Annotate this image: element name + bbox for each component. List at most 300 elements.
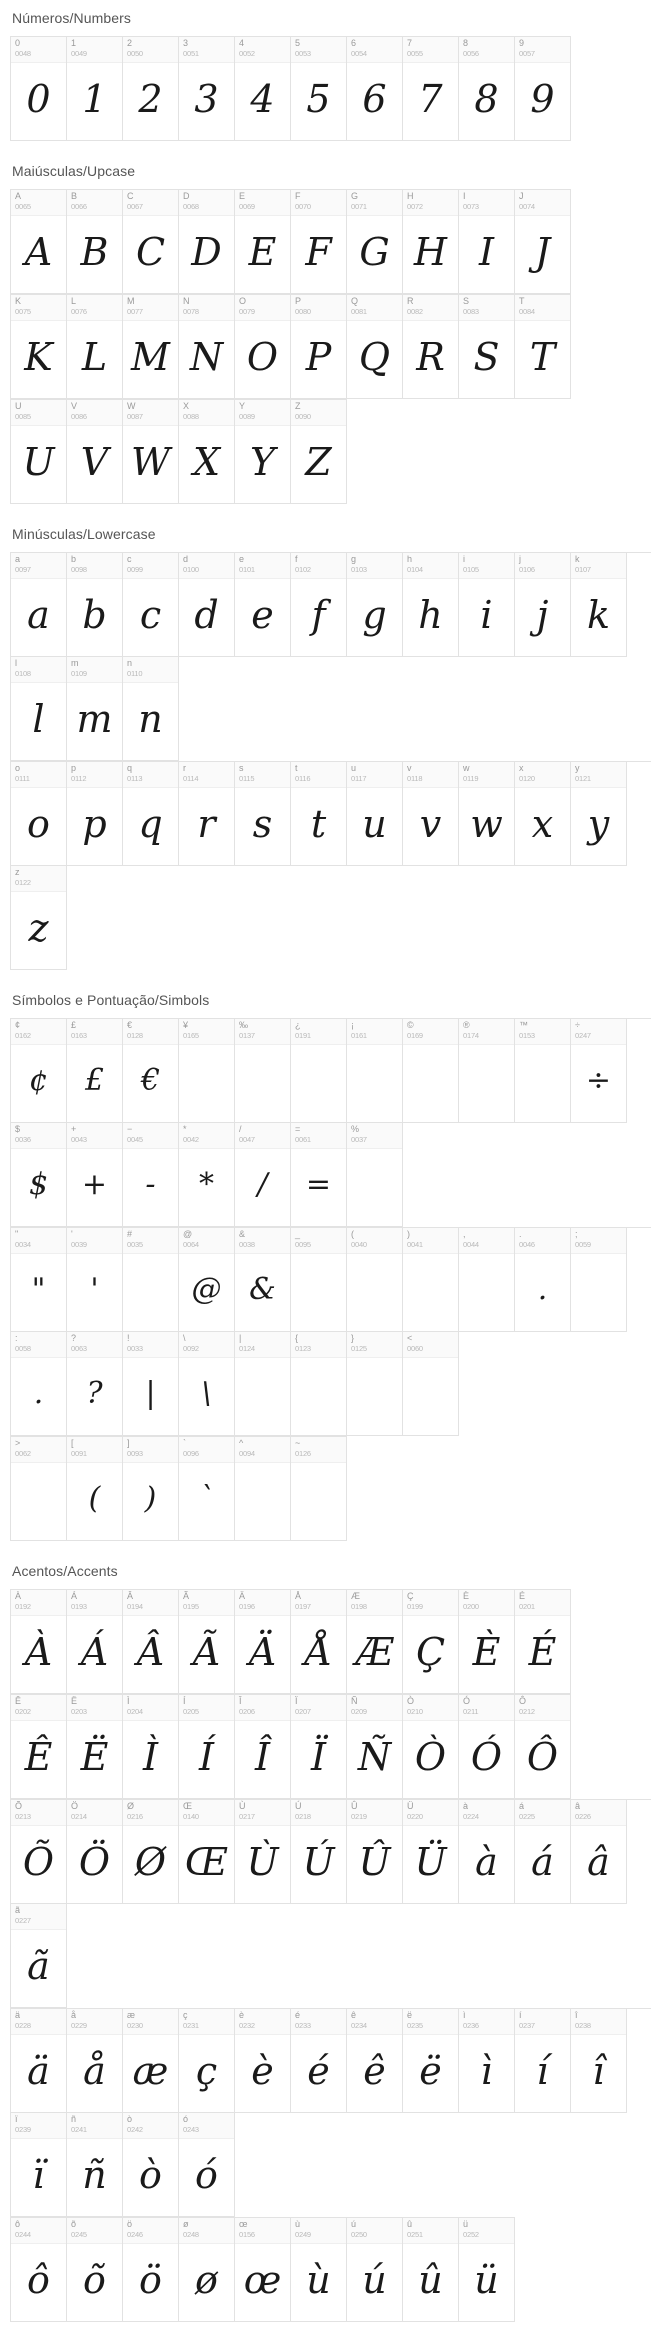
glyph-code-label: 0087: [127, 412, 143, 421]
glyph-cell[interactable]: [347, 1332, 403, 1436]
glyph-cell[interactable]: [571, 1228, 627, 1332]
glyph-preview: Å: [304, 1630, 333, 1674]
glyph-cell[interactable]: [235, 1228, 291, 1332]
glyph-cell[interactable]: [403, 1800, 459, 1904]
glyph-preview: B: [80, 230, 109, 274]
glyph-header: [123, 1019, 178, 1045]
glyph-header: [11, 1695, 66, 1721]
glyph-character-label: `: [183, 1438, 186, 1448]
glyph-preview: [403, 1358, 458, 1436]
glyph-cell[interactable]: [291, 553, 347, 657]
glyph-cell[interactable]: [123, 2218, 179, 2322]
glyph-header: [235, 553, 290, 579]
glyph-cell[interactable]: [179, 553, 235, 657]
glyph-cell[interactable]: [459, 2009, 515, 2113]
glyph-row: [10, 2008, 651, 2217]
glyph-character-label: <: [407, 1333, 413, 1343]
glyph-character-label: d: [183, 554, 189, 564]
glyph-code-label: 0096: [183, 1449, 199, 1458]
glyph-cell[interactable]: [67, 37, 123, 141]
glyph-code-label: 0047: [239, 1135, 255, 1144]
glyph-character-label: ": [15, 1229, 19, 1239]
glyph-cell[interactable]: [515, 2009, 571, 2113]
section-title: Números/Numbers: [12, 10, 131, 26]
glyph-cell[interactable]: [515, 190, 571, 294]
glyph-cell[interactable]: [347, 1800, 403, 1904]
glyph-code-label: 0110: [127, 669, 143, 678]
glyph-header: [11, 762, 66, 788]
glyph-header: [347, 1228, 402, 1254]
glyph-header: [67, 2218, 122, 2244]
glyph-cell[interactable]: [347, 2009, 403, 2113]
glyph-cell[interactable]: [347, 37, 403, 141]
glyph-cell[interactable]: [515, 295, 571, 399]
glyph-code-label: 0206: [239, 1707, 255, 1716]
glyph-header: [459, 2009, 514, 2035]
glyph-cell[interactable]: [291, 2009, 347, 2113]
glyph-header: [291, 2218, 346, 2244]
glyph-cell[interactable]: [67, 1123, 123, 1227]
glyph-cell[interactable]: [67, 762, 123, 866]
glyph-cell[interactable]: [291, 1437, 347, 1541]
glyph-cell[interactable]: [235, 1800, 291, 1904]
glyph-preview: õ: [83, 2258, 106, 2302]
glyph-preview: v: [419, 802, 442, 846]
glyph-cell[interactable]: [67, 1800, 123, 1904]
glyph-header: [67, 1228, 122, 1254]
glyph-code-label: 0220: [407, 1812, 423, 1821]
glyph-cell[interactable]: [571, 553, 627, 657]
glyph-cell[interactable]: [123, 190, 179, 294]
glyph-character-label: à: [463, 1801, 469, 1811]
glyph-cell[interactable]: [291, 1228, 347, 1332]
glyph-cell[interactable]: [67, 190, 123, 294]
glyph-cell[interactable]: [11, 400, 67, 504]
glyph-code-label: 0063: [71, 1344, 87, 1353]
glyph-preview: é: [307, 2049, 330, 2093]
glyph-code-label: 0039: [71, 1240, 87, 1249]
glyph-cell[interactable]: [515, 1695, 571, 1799]
glyph-cell[interactable]: [459, 1800, 515, 1904]
glyph-header: [235, 2009, 290, 2035]
glyph-character-label: :: [15, 1333, 18, 1343]
glyph-cell[interactable]: [11, 2113, 67, 2217]
glyph-character-label: (: [351, 1229, 354, 1239]
glyph-cell[interactable]: [235, 37, 291, 141]
glyph-cell[interactable]: [123, 1695, 179, 1799]
glyph-cell[interactable]: [179, 295, 235, 399]
glyph-cell[interactable]: [291, 2218, 347, 2322]
glyph-cell[interactable]: [11, 1437, 67, 1541]
glyph-cell[interactable]: [123, 2009, 179, 2113]
glyph-cell[interactable]: [347, 1590, 403, 1694]
glyph-cell[interactable]: [235, 1590, 291, 1694]
glyph-header: [235, 37, 290, 63]
glyph-cell[interactable]: [179, 1590, 235, 1694]
glyph-cell[interactable]: [11, 1228, 67, 1332]
glyph-cell[interactable]: [403, 1228, 459, 1332]
glyph-cell[interactable]: [11, 190, 67, 294]
glyph-header: [291, 2009, 346, 2035]
glyph-cell[interactable]: [67, 1019, 123, 1123]
glyph-cell[interactable]: [571, 762, 627, 866]
glyph-code-label: 0037: [351, 1135, 367, 1144]
glyph-cell[interactable]: [11, 657, 67, 761]
glyph-code-label: 0089: [239, 412, 255, 421]
glyph-character-label: î: [575, 2010, 578, 2020]
glyph-character-label: j: [519, 554, 521, 564]
glyph-cell[interactable]: [179, 37, 235, 141]
glyph-cell[interactable]: [123, 1332, 179, 1436]
glyph-cell[interactable]: [123, 657, 179, 761]
glyph-cell[interactable]: [459, 190, 515, 294]
glyph-cell[interactable]: [459, 295, 515, 399]
glyph-character-label: [: [71, 1438, 74, 1448]
glyph-code-label: 0165: [183, 1031, 199, 1040]
glyph-cell[interactable]: [515, 1590, 571, 1694]
glyph-preview: ä: [27, 2049, 50, 2093]
glyph-cell[interactable]: [347, 2218, 403, 2322]
glyph-cell[interactable]: [403, 1019, 459, 1123]
glyph-code-label: 0082: [407, 307, 423, 316]
glyph-cell[interactable]: [571, 2009, 627, 2113]
glyph-preview: 7: [418, 77, 443, 121]
glyph-cell[interactable]: [291, 1695, 347, 1799]
glyph-cell[interactable]: [403, 762, 459, 866]
glyph-cell[interactable]: [67, 657, 123, 761]
glyph-character-label: Ç: [407, 1591, 414, 1601]
glyph-cell[interactable]: [67, 2218, 123, 2322]
glyph-cell[interactable]: [11, 762, 67, 866]
glyph-header: [123, 1123, 178, 1149]
glyph-cell[interactable]: [403, 553, 459, 657]
glyph-character-label: 4: [239, 38, 245, 48]
glyph-cell[interactable]: [459, 1019, 515, 1123]
glyph-cell[interactable]: [291, 190, 347, 294]
glyph-header: [11, 190, 66, 216]
glyph-cell[interactable]: [123, 1123, 179, 1227]
glyph-header: [11, 2009, 66, 2035]
glyph-code-label: 0088: [183, 412, 199, 421]
glyph-code-label: 0086: [71, 412, 87, 421]
glyph-cell[interactable]: [67, 2009, 123, 2113]
glyph-cell[interactable]: [459, 1228, 515, 1332]
glyph-cell[interactable]: [179, 1437, 235, 1541]
glyph-cell[interactable]: [235, 2218, 291, 2322]
glyph-header: [515, 295, 570, 321]
glyph-code-label: 0248: [183, 2230, 199, 2239]
glyph-preview: Ã: [192, 1630, 221, 1674]
glyph-code-label: 0123: [295, 1344, 311, 1353]
glyph-header: [291, 1800, 346, 1826]
glyph-code-label: 0125: [351, 1344, 367, 1353]
glyph-cell[interactable]: [235, 1437, 291, 1541]
glyph-cell[interactable]: [403, 1695, 459, 1799]
glyph-cell[interactable]: [291, 762, 347, 866]
glyph-cell[interactable]: [11, 553, 67, 657]
glyph-header: [235, 295, 290, 321]
glyph-cell[interactable]: [11, 1332, 67, 1436]
glyph-cell[interactable]: [235, 1019, 291, 1123]
glyph-cell[interactable]: [67, 553, 123, 657]
glyph-cell[interactable]: [179, 190, 235, 294]
glyph-header: [291, 1590, 346, 1616]
glyph-code-label: 0237: [519, 2021, 535, 2030]
glyph-cell[interactable]: [515, 1019, 571, 1123]
glyph-preview: 8: [474, 77, 499, 121]
glyph-cell[interactable]: [11, 1019, 67, 1123]
glyph-character-label: Ä: [239, 1591, 246, 1601]
glyph-code-label: 0207: [295, 1707, 311, 1716]
glyph-cell[interactable]: [459, 762, 515, 866]
glyph-code-label: 0095: [295, 1240, 311, 1249]
glyph-preview: C: [135, 230, 166, 274]
glyph-preview: [571, 1254, 626, 1332]
glyph-character-label: ë: [407, 2010, 413, 2020]
glyph-cell[interactable]: [123, 400, 179, 504]
glyph-header: [515, 553, 570, 579]
glyph-preview: i: [480, 593, 493, 637]
glyph-header: [235, 400, 290, 426]
glyph-preview: Î: [254, 1735, 270, 1779]
glyph-cell[interactable]: [67, 2113, 123, 2217]
glyph-cell[interactable]: [123, 1019, 179, 1123]
glyph-cell[interactable]: [179, 2009, 235, 2113]
glyph-cell[interactable]: [123, 1437, 179, 1541]
glyph-cell[interactable]: [179, 1019, 235, 1123]
glyph-cell[interactable]: [67, 295, 123, 399]
glyph-cell[interactable]: [235, 1332, 291, 1436]
glyph-code-label: 0070: [295, 202, 311, 211]
glyph-character-label: r: [183, 763, 186, 773]
glyph-cell[interactable]: [459, 553, 515, 657]
glyph-preview: y: [587, 802, 610, 846]
glyph-header: [235, 1695, 290, 1721]
glyph-cell[interactable]: [291, 1123, 347, 1227]
glyph-header: [179, 295, 234, 321]
glyph-preview: ç: [195, 2049, 218, 2093]
glyph-code-label: 0114: [183, 774, 199, 783]
glyph-cell[interactable]: [179, 1800, 235, 1904]
glyph-cell[interactable]: [235, 1695, 291, 1799]
glyph-cell[interactable]: [403, 190, 459, 294]
glyph-cell[interactable]: [11, 2218, 67, 2322]
glyph-cell[interactable]: [179, 1332, 235, 1436]
glyph-cell[interactable]: [11, 1904, 67, 2008]
glyph-header: [403, 2009, 458, 2035]
glyph-code-label: 0075: [15, 307, 31, 316]
glyph-header: [291, 190, 346, 216]
glyph-header: [179, 1019, 234, 1045]
glyph-character-label: #: [127, 1229, 133, 1239]
glyph-cell[interactable]: [291, 37, 347, 141]
glyph-cell[interactable]: [179, 762, 235, 866]
glyph-character-label: ö: [127, 2219, 133, 2229]
glyph-cell[interactable]: [403, 2218, 459, 2322]
glyph-header: [291, 1123, 346, 1149]
glyph-character-label: Q: [351, 296, 359, 306]
glyph-cell[interactable]: [235, 2009, 291, 2113]
glyph-preview: @: [191, 1272, 222, 1307]
glyph-cell[interactable]: [179, 1228, 235, 1332]
glyph-character-label: i: [463, 554, 465, 564]
glyph-header: [123, 2113, 178, 2139]
glyph-code-label: 0126: [295, 1449, 311, 1458]
glyph-header: [123, 762, 178, 788]
glyph-character-label: G: [351, 191, 359, 201]
glyph-cell[interactable]: [123, 37, 179, 141]
glyph-cell[interactable]: [235, 400, 291, 504]
glyph-cell[interactable]: [179, 2218, 235, 2322]
glyph-cell[interactable]: [67, 1437, 123, 1541]
glyph-cell[interactable]: [11, 2009, 67, 2113]
glyph-code-label: 0217: [239, 1812, 255, 1821]
glyph-header: [11, 2218, 66, 2244]
glyph-header: [347, 295, 402, 321]
glyph-cell[interactable]: [571, 1019, 627, 1123]
glyph-code-label: 0034: [15, 1240, 31, 1249]
glyph-cell[interactable]: [403, 295, 459, 399]
glyph-cell[interactable]: [347, 295, 403, 399]
glyph-cell[interactable]: [459, 1695, 515, 1799]
glyph-cell[interactable]: [123, 762, 179, 866]
glyph-cell[interactable]: [291, 1019, 347, 1123]
glyph-cell[interactable]: [123, 1800, 179, 1904]
glyph-cell[interactable]: [571, 1800, 627, 1904]
glyph-cell[interactable]: [459, 37, 515, 141]
glyph-cell[interactable]: [11, 1123, 67, 1227]
glyph-preview: V: [80, 440, 109, 484]
glyph-cell[interactable]: [11, 37, 67, 141]
glyph-cell[interactable]: [347, 1123, 403, 1227]
glyph-header: [403, 1228, 458, 1254]
glyph-cell[interactable]: [179, 400, 235, 504]
glyph-code-label: 0105: [463, 565, 479, 574]
glyph-character-label: >: [15, 1438, 21, 1448]
glyph-cell[interactable]: [67, 400, 123, 504]
glyph-preview: [459, 1045, 514, 1123]
glyph-code-label: 0083: [463, 307, 479, 316]
glyph-header: [11, 1437, 66, 1463]
glyph-code-label: 0040: [351, 1240, 367, 1249]
glyph-code-label: 0191: [295, 1031, 311, 1040]
glyph-cell[interactable]: [291, 400, 347, 504]
glyph-cell[interactable]: [291, 1800, 347, 1904]
glyph-cell[interactable]: [459, 2218, 515, 2322]
glyph-cell[interactable]: [291, 1590, 347, 1694]
glyph-cell[interactable]: [179, 1123, 235, 1227]
glyph-character-label: ¡: [351, 1020, 354, 1030]
glyph-header: [403, 2218, 458, 2244]
glyph-character-label: S: [463, 296, 470, 306]
glyph-code-label: 0036: [15, 1135, 31, 1144]
glyph-cell[interactable]: [347, 553, 403, 657]
glyph-header: [11, 1800, 66, 1826]
glyph-cell[interactable]: [11, 1590, 67, 1694]
glyph-cell[interactable]: [123, 553, 179, 657]
glyph-header: [123, 295, 178, 321]
glyph-cell[interactable]: [11, 1695, 67, 1799]
glyph-cell[interactable]: [67, 1590, 123, 1694]
glyph-cell[interactable]: [67, 1332, 123, 1436]
glyph-code-label: 0205: [183, 1707, 199, 1716]
glyph-cell[interactable]: [123, 1228, 179, 1332]
glyph-cell[interactable]: [67, 1695, 123, 1799]
glyph-row: [10, 1436, 347, 1541]
glyph-character-label: =: [295, 1124, 301, 1134]
glyph-header: [235, 1332, 290, 1358]
glyph-code-label: 0117: [351, 774, 367, 783]
glyph-preview: ó: [195, 2153, 218, 2197]
glyph-preview: £: [84, 1063, 105, 1098]
glyph-row: [10, 399, 347, 504]
glyph-cell[interactable]: [11, 866, 67, 970]
glyph-character-label: 1: [71, 38, 77, 48]
glyph-code-label: 0250: [351, 2230, 367, 2239]
glyph-cell[interactable]: [347, 762, 403, 866]
glyph-cell[interactable]: [403, 1332, 459, 1436]
glyph-preview: [403, 1254, 458, 1332]
glyph-preview: .: [537, 1272, 548, 1307]
glyph-cell[interactable]: [347, 190, 403, 294]
glyph-cell[interactable]: [291, 1332, 347, 1436]
glyph-cell[interactable]: [235, 762, 291, 866]
glyph-cell[interactable]: [179, 1695, 235, 1799]
glyph-cell[interactable]: [515, 37, 571, 141]
glyph-preview: u: [362, 802, 387, 846]
glyph-header: [291, 1695, 346, 1721]
glyph-cell[interactable]: [235, 1123, 291, 1227]
glyph-cell[interactable]: [123, 1590, 179, 1694]
glyph-cell[interactable]: [11, 1800, 67, 1904]
glyph-cell[interactable]: [179, 2113, 235, 2217]
glyph-preview: ÷: [585, 1063, 612, 1098]
glyph-specimen-page: [0, 10, 661, 2342]
glyph-cell[interactable]: [403, 2009, 459, 2113]
glyph-header: [571, 1800, 626, 1826]
glyph-cell[interactable]: [235, 295, 291, 399]
glyph-cell[interactable]: [11, 295, 67, 399]
glyph-cell[interactable]: [403, 1590, 459, 1694]
glyph-cell[interactable]: [235, 190, 291, 294]
glyph-character-label: &: [239, 1229, 246, 1239]
glyph-character-label: ø: [183, 2219, 189, 2229]
glyph-cell[interactable]: [403, 37, 459, 141]
glyph-cell[interactable]: [347, 1228, 403, 1332]
glyph-header: [123, 657, 178, 683]
glyph-cell[interactable]: [347, 1019, 403, 1123]
glyph-cell[interactable]: [515, 1800, 571, 1904]
glyph-cell[interactable]: [123, 2113, 179, 2217]
glyph-preview: w: [470, 802, 503, 846]
glyph-code-label: 0056: [463, 49, 479, 58]
glyph-code-label: 0242: [127, 2125, 143, 2134]
glyph-preview: 6: [362, 77, 387, 121]
glyph-cell[interactable]: [67, 1228, 123, 1332]
glyph-cell[interactable]: [515, 553, 571, 657]
glyph-header: [67, 295, 122, 321]
glyph-header: [347, 37, 402, 63]
glyph-cell[interactable]: [291, 295, 347, 399]
glyph-code-label: 0153: [519, 1031, 535, 1040]
glyph-cell[interactable]: [123, 295, 179, 399]
glyph-cell[interactable]: [459, 1590, 515, 1694]
glyph-cell[interactable]: [515, 762, 571, 866]
glyph-code-label: 0079: [239, 307, 255, 316]
glyph-cell[interactable]: [515, 1228, 571, 1332]
glyph-cell[interactable]: [347, 1695, 403, 1799]
glyph-cell[interactable]: [235, 553, 291, 657]
